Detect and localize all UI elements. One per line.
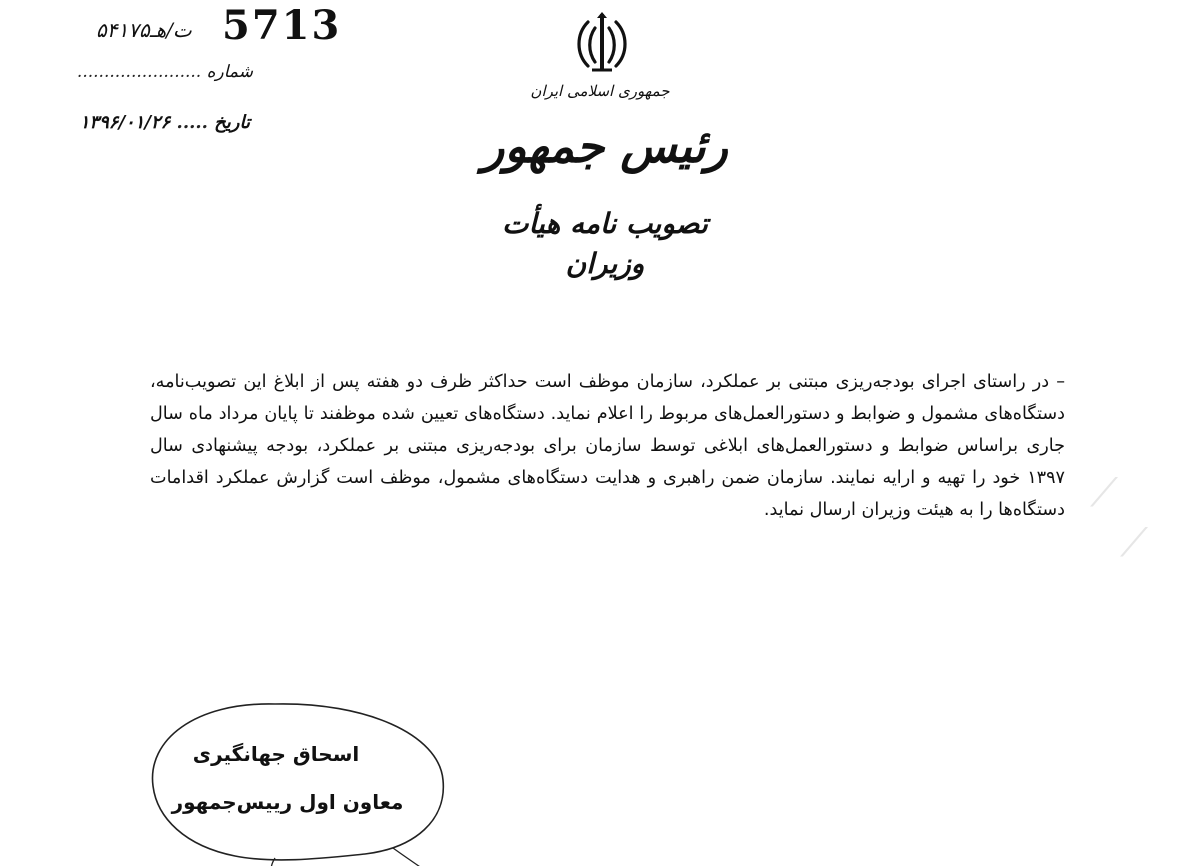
- scan-artifact: ⟋: [1090, 470, 1118, 516]
- number-dots: .......................: [76, 62, 202, 82]
- office-title: رئیس جمهور: [482, 119, 728, 173]
- reference-number-row: [58, 62, 253, 82]
- signature-stamp: [125, 688, 465, 866]
- date-value: ۱۳۹۶/۰۱/۲۶: [79, 112, 171, 133]
- decree-body-paragraph: – در راستای اجرای بودجه‌ریزی مبتنی بر عملکرد، سازمان موظف است حداکثر ظرف دو هفته پس از ابلاغ این تصویب‌نامه، دستگاه‌های مشمول و ضوابط و دستورالعمل‌های مربوط را اعلام نماید. دستگاه‌های تعیین شده موظفند تا پایان مرداد ماه سال جاری براساس ضوابط و دستورالعمل‌های ابلاغی توسط سازمان برای بودجه‌ریزی مبتنی بر عملکرد، بودجه پیشنهادی سال ۱۳۹۷ خود را تهیه و ارایه نمایند. سازمان ضمن راهبری و هدایت دستگاه‌های مشمول، موظف است گزارش عملکرد اقدامات دستگاه‌ها را به هیئت وزیران ارسال نماید.: [150, 372, 1065, 520]
- signatory-title: معاون اول رییس‌جمهور: [171, 790, 404, 814]
- document-type: تصویب نامه هیأت وزیران: [502, 207, 708, 280]
- reference-big-number: 5713: [222, 2, 342, 49]
- iran-emblem-icon: [566, 8, 638, 80]
- country-name: جمهوری اسلامی ایران: [530, 82, 670, 100]
- stamp-outline: [125, 688, 465, 866]
- reference-code: ۵۴۱۷۵ت/هـ: [96, 18, 192, 42]
- date-label: تاریخ: [214, 112, 250, 133]
- date-dots: .....: [176, 112, 208, 133]
- reference-date-row: [58, 112, 250, 133]
- number-label: شماره: [206, 62, 253, 82]
- signatory-name: اسحاق جهانگیری: [192, 742, 360, 766]
- scan-artifact: ⟋: [1120, 520, 1148, 566]
